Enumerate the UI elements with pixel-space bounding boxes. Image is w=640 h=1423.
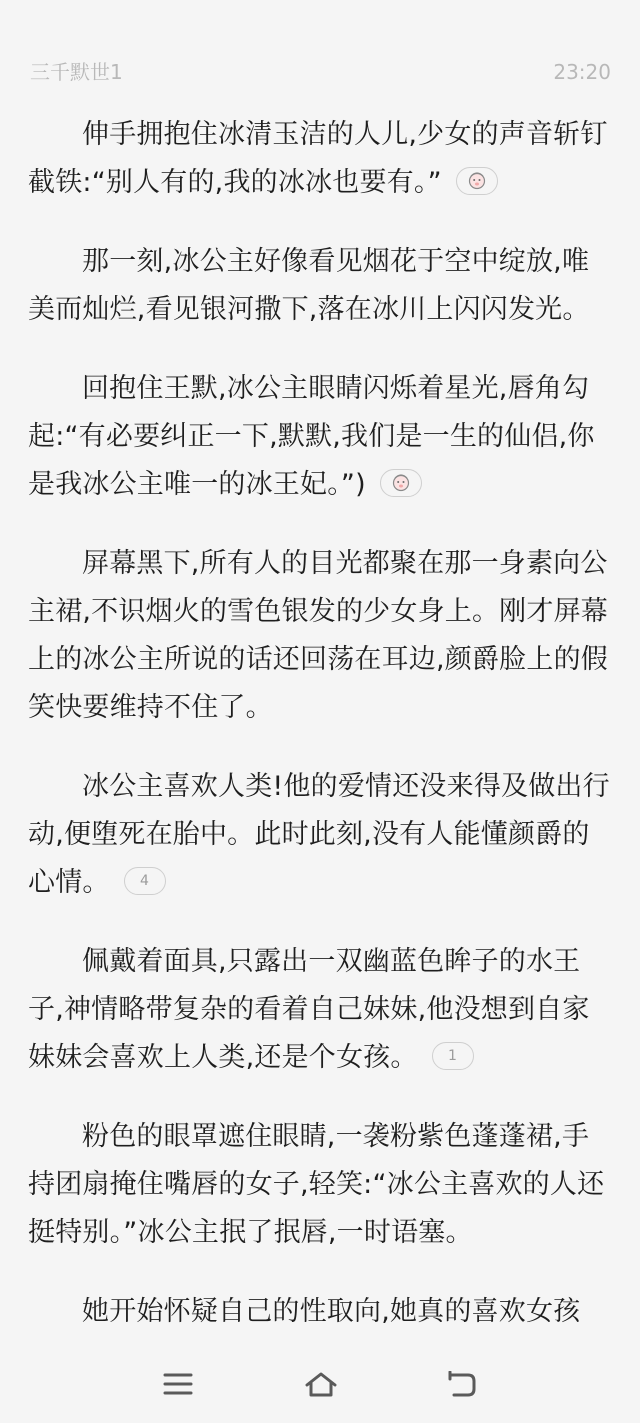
back-button[interactable] xyxy=(432,1365,492,1405)
comment-count: 4 xyxy=(140,872,150,889)
paragraph-comment-badge[interactable] xyxy=(456,167,498,195)
paragraph-text: 粉色的眼罩遮住眼睛,一袭粉紫色蓬蓬裙,手持团扇掩住嘴唇的女子,轻笑:“冰公主喜欢的人还挺特别。”冰公主抿了抿唇,一时语塞。 xyxy=(28,1121,605,1248)
paragraph-3 xyxy=(28,365,612,509)
paragraph-2 xyxy=(28,238,612,334)
paragraph-text: 回抱住王默,冰公主眼睛闪烁着星光,唇角勾起:“有必要纠正一下,默默,我们是一生的仙侣,你是我冰公主唯一的冰王妃。”) xyxy=(28,373,595,500)
reader-content xyxy=(28,111,612,1367)
paragraph-comment-badge[interactable] xyxy=(124,867,166,895)
face-emoji-icon xyxy=(468,171,486,190)
comment-count: 1 xyxy=(448,1047,458,1064)
paragraph-4 xyxy=(28,540,612,732)
paragraph-6 xyxy=(28,938,612,1082)
face-emoji-icon xyxy=(392,473,410,492)
back-icon xyxy=(446,1371,478,1399)
paragraph-1 xyxy=(28,111,612,207)
paragraph-text: 她开始怀疑自己的性取向,她真的喜欢女孩 xyxy=(82,1296,581,1327)
paragraph-text: 伸手拥抱住冰清玉洁的人儿,少女的声音斩钉截铁:“别人有的,我的冰冰也要有。” xyxy=(28,119,608,198)
paragraph-text: 佩戴着面具,只露出一双幽蓝色眸子的水王子,神情略带复杂的看着自己妹妹,他没想到自家妹妹会喜欢上人类,还是个女孩。 xyxy=(28,946,590,1073)
paragraph-comment-badge[interactable] xyxy=(380,469,422,497)
status-header xyxy=(0,0,640,100)
paragraph-comment-badge[interactable] xyxy=(432,1042,474,1070)
paragraph-text: 屏幕黑下,所有人的目光都聚在那一身素向公主裙,不识烟火的雪色银发的少女身上。刚才屏幕上的冰公主所说的话还回荡在耳边,颜爵脸上的假笑快要维持不住了。 xyxy=(28,548,608,723)
paragraph-8 xyxy=(28,1288,612,1336)
paragraph-text: 冰公主喜欢人类!他的爱情还没来得及做出行动,便堕死在胎中。此时此刻,没有人能懂颜爵的心情。 xyxy=(28,771,610,898)
book-title: 三千默世1 xyxy=(30,60,123,84)
menu-button[interactable] xyxy=(148,1365,208,1405)
paragraph-text: 那一刻,冰公主好像看见烟花于空中绽放,唯美而灿烂,看见银河撒下,落在冰川上闪闪发光。 xyxy=(28,246,590,325)
system-nav-bar xyxy=(0,1345,640,1423)
clock-time: 23:20 xyxy=(553,60,611,84)
home-icon xyxy=(304,1371,338,1399)
paragraph-5 xyxy=(28,763,612,907)
home-button[interactable] xyxy=(290,1365,350,1405)
paragraph-7 xyxy=(28,1113,612,1257)
menu-icon xyxy=(162,1371,194,1397)
